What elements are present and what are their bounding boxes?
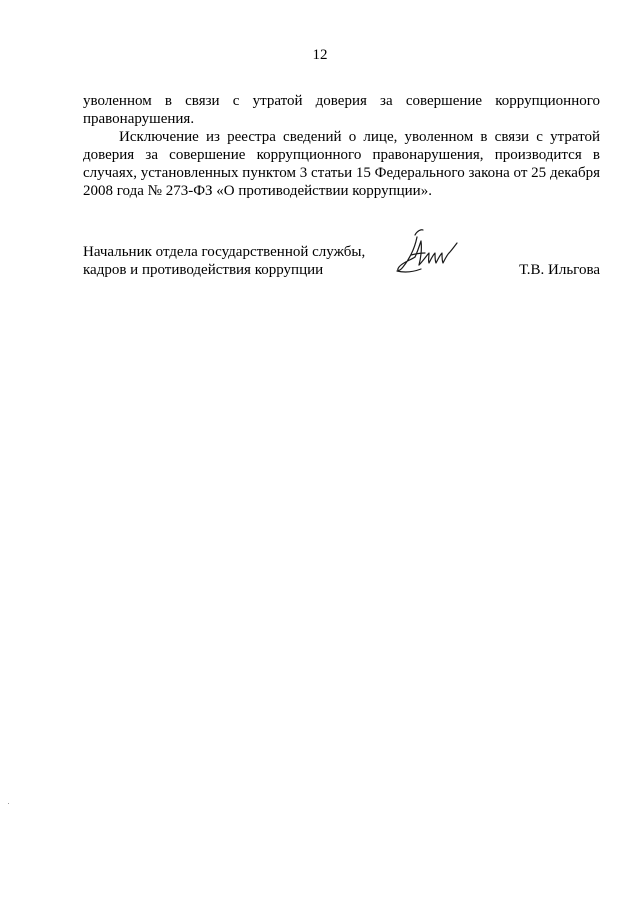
scan-speck [8,803,9,804]
signature-block [83,243,600,293]
paragraph-continuation: уволенном в связи с утратой доверия за совершение коррупционного правонарушения. [83,93,600,127]
document-body [83,92,600,200]
signatory-position-line-2: кадров и противодействия коррупции [83,262,324,278]
paragraph-registry-exclusion: Исключение из реестра сведений о лице, уволенном в связи с утратой доверия за совершение коррупционного правонарушения, производится в случаях, установленных пунктом 3 статьи 15 Федерального закона от 25 декабря 2008 года № 273-ФЗ «О противодействии коррупции». [83,129,600,199]
page-number: 12 [312,47,328,63]
signatory-position [83,243,365,279]
handwritten-signature-icon [391,227,465,285]
signatory-position-line-1: Начальник отдела государственной службы, [83,244,366,260]
signatory-name: Т.В. Ильгова [519,262,600,278]
